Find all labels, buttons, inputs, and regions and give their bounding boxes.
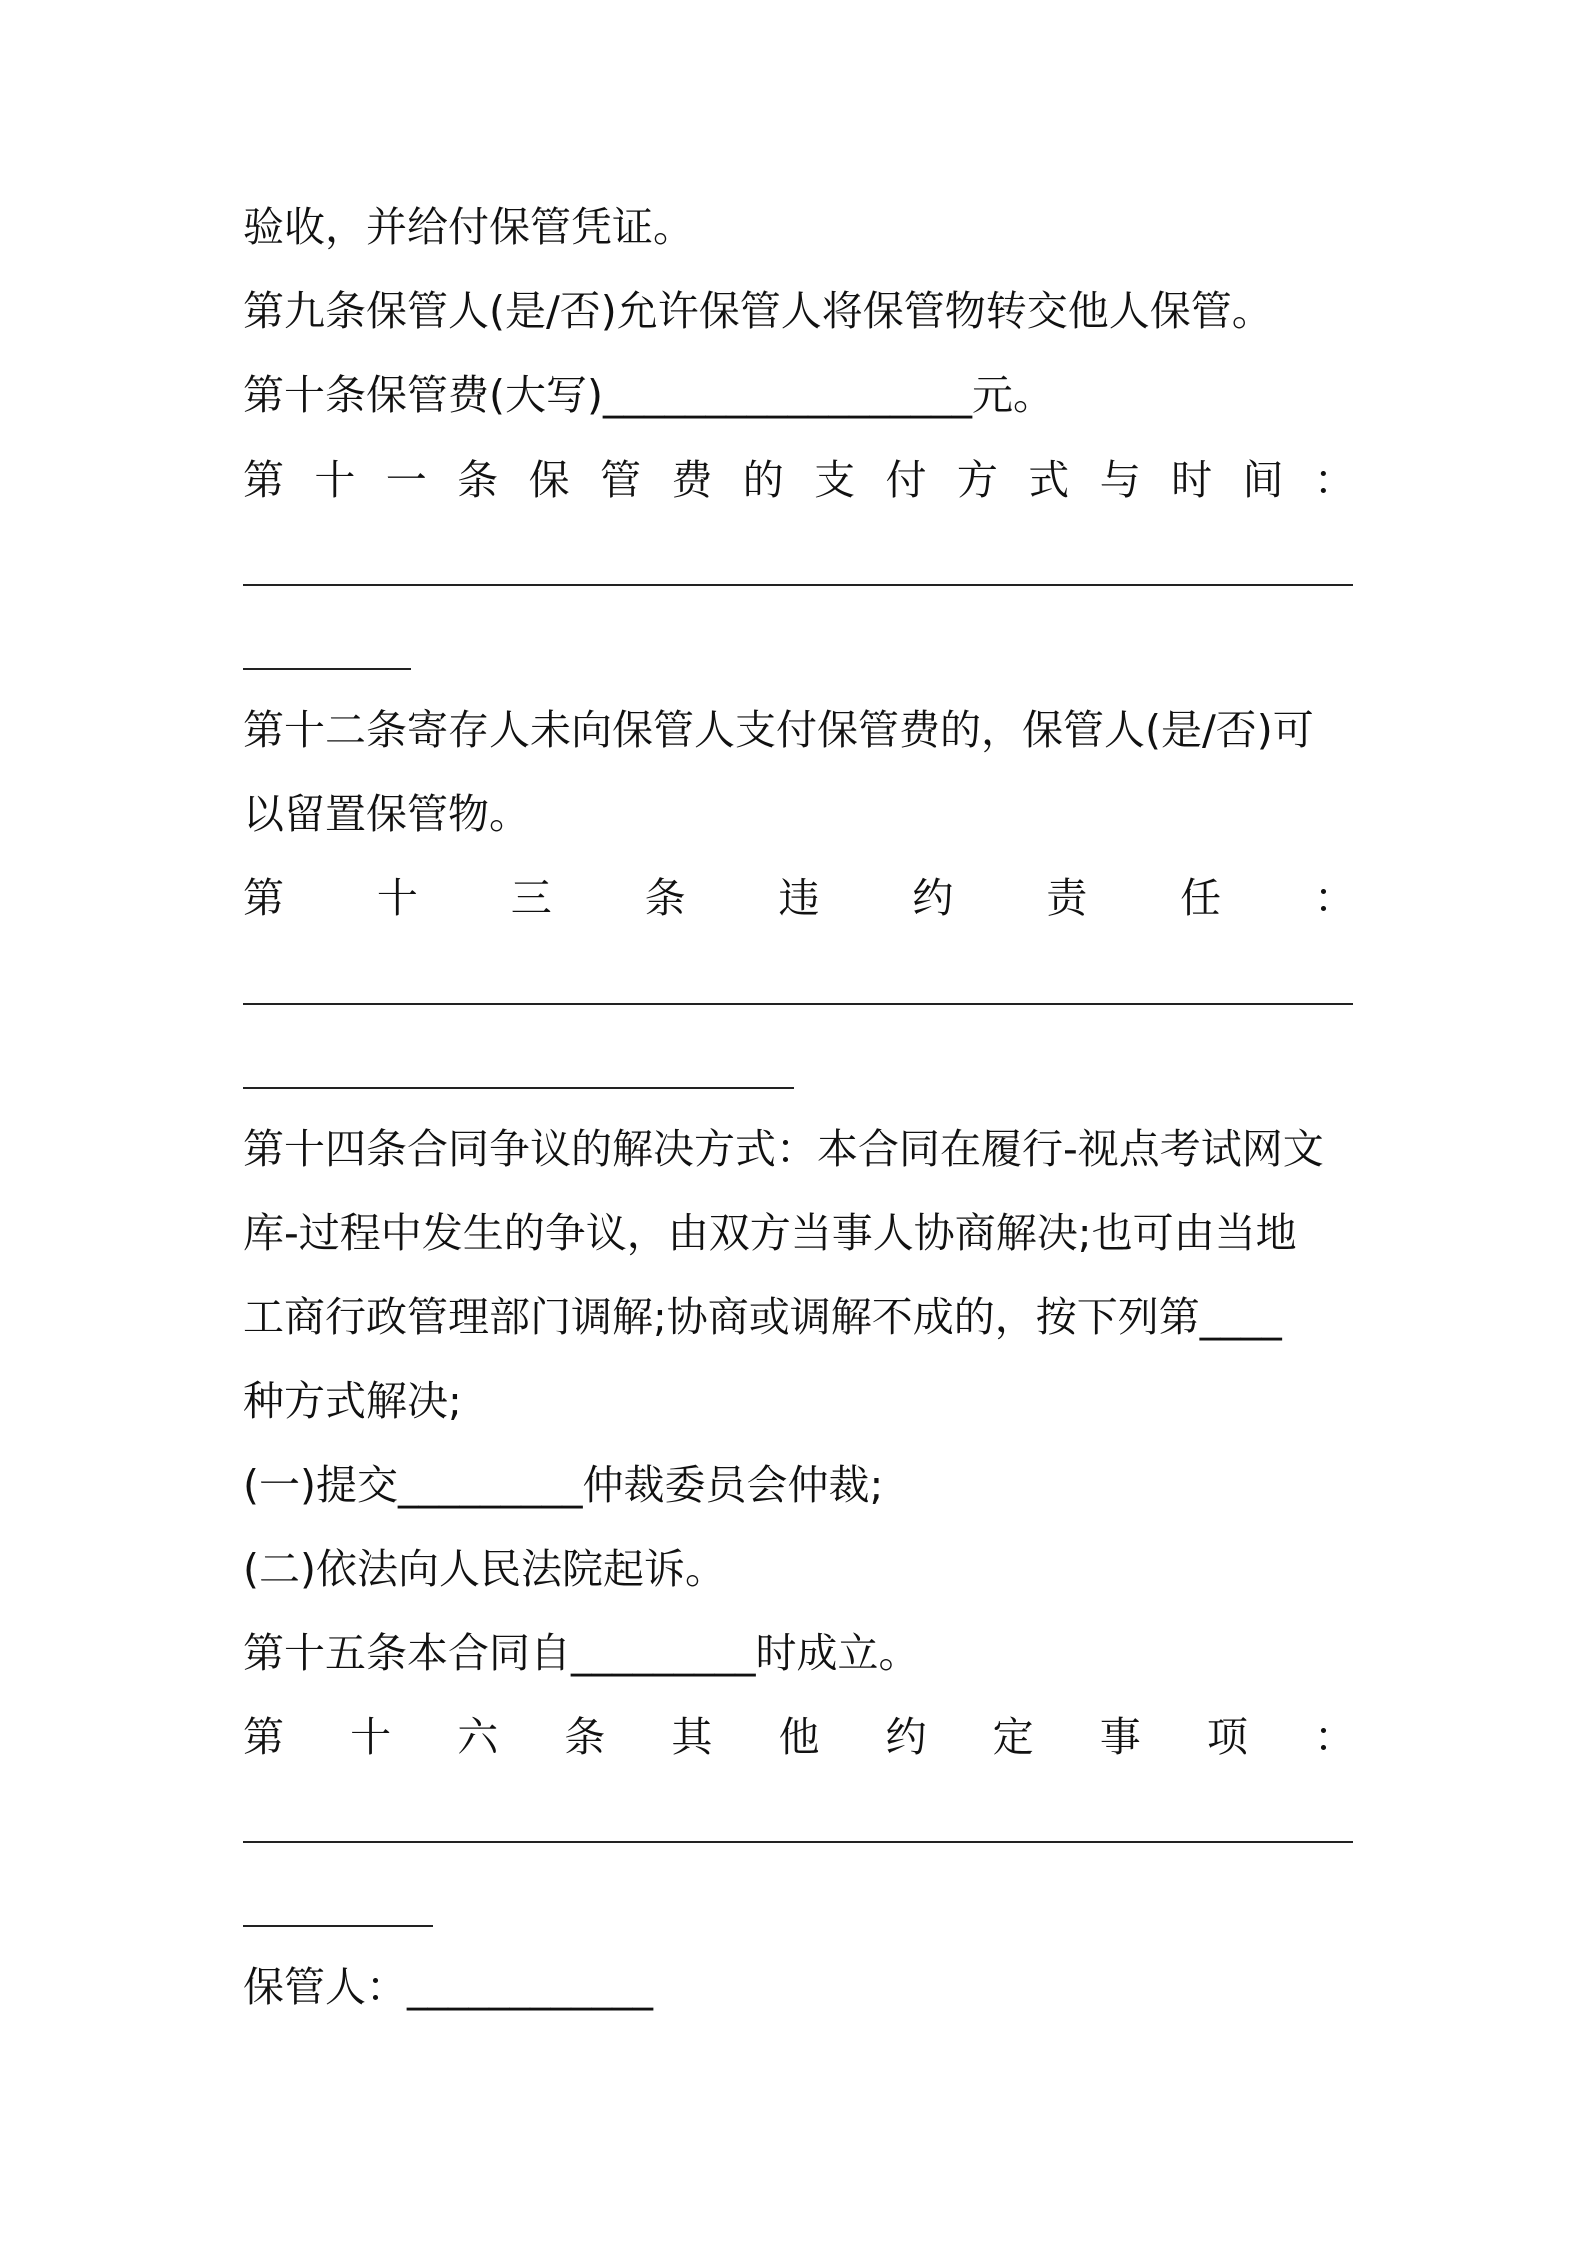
option-arbitration: (一)提交_________仲裁委员会仲裁; (243, 1461, 884, 1509)
text-line: 验收，并给付保管凭证。 (243, 203, 694, 251)
fill-in-blank-line (243, 1087, 794, 1089)
fill-in-blank-line (243, 1003, 1353, 1005)
fill-in-blank-line (243, 1841, 1353, 1843)
clause-14: 第十四条合同争议的解决方式：本合同在履行-视点考试网文 (243, 1125, 1324, 1173)
clause-10: 第十条保管费(大写)__________________元。 (243, 371, 1054, 419)
clause-11: 第 十 一 条 保 管 费 的 支 付 方 式 与 时 间 ： (243, 456, 1355, 504)
clause-12: 第十二条寄存人未向保管人支付保管费的，保管人(是/否)可 (243, 706, 1314, 754)
text-line: 工商行政管理部门调解;协商或调解不成的，按下列第____ (243, 1293, 1282, 1341)
fill-in-blank-line (243, 584, 1353, 586)
text-line: 库-过程中发生的争议，由双方当事人协商解决;也可由当地 (243, 1209, 1297, 1257)
custodian-signature-field: 保管人：____________ (243, 1963, 653, 2011)
text-line: 以留置保管物。 (243, 790, 530, 838)
clause-15: 第十五条本合同自_________时成立。 (243, 1629, 920, 1677)
clause-16: 第 十 六 条 其 他 约 定 事 项 ： (243, 1713, 1355, 1761)
fill-in-blank-line (243, 1925, 433, 1927)
clause-9: 第九条保管人(是/否)允许保管人将保管物转交他人保管。 (243, 287, 1273, 335)
clause-13: 第 十 三 条 违 约 责 任 ： (243, 874, 1355, 922)
fill-in-blank-line (243, 668, 411, 670)
text-line: 种方式解决; (243, 1377, 462, 1425)
option-court: (二)依法向人民法院起诉。 (243, 1545, 726, 1593)
